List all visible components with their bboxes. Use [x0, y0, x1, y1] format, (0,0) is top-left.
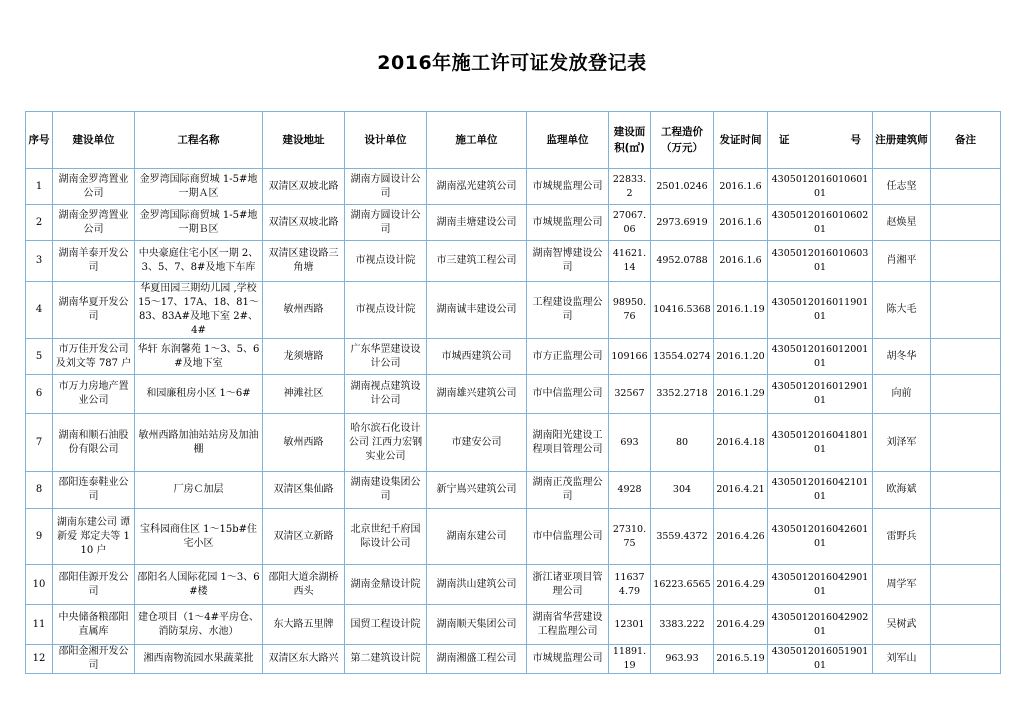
cell-cost: 80 [651, 414, 714, 472]
cell-contractor: 湖南洪山建筑公司 [427, 565, 527, 605]
cell-seq: 1 [26, 169, 53, 205]
table-row [26, 414, 1001, 472]
cell-architect: 向前 [873, 375, 931, 414]
table-header-row [26, 112, 1001, 169]
cell-contractor: 湖南顺天集团公司 [427, 605, 527, 645]
cell-date: 2016.1.20 [714, 339, 768, 375]
cell-builder: 湖南华夏开发公司 [53, 282, 135, 339]
cell-supervisor: 湖南阳光建设工程项目管理公司 [527, 414, 609, 472]
cell-architect: 陈大毛 [873, 282, 931, 339]
cell-architect: 欧海斌 [873, 472, 931, 509]
cell-cost: 2973.6919 [651, 205, 714, 241]
cell-cert: 430501201601290101 [768, 375, 873, 414]
table-row [26, 509, 1001, 565]
cell-seq: 6 [26, 375, 53, 414]
cell-builder: 邵阳佳源开发公司 [53, 565, 135, 605]
cell-project: 华轩 东润馨苑 1～3、5、6#及地下室 [135, 339, 263, 375]
cell-seq: 4 [26, 282, 53, 339]
cell-note [931, 241, 1001, 282]
table-row [26, 605, 1001, 645]
cell-project: 湘西南物流园水果蔬菜批 [135, 645, 263, 674]
cell-seq: 5 [26, 339, 53, 375]
cell-builder: 邵阳金湘开发公司 [53, 645, 135, 674]
cell-note [931, 169, 1001, 205]
header-cert-left: 证 [779, 134, 790, 146]
cell-contractor: 湖南诚丰建设公司 [427, 282, 527, 339]
cell-builder: 湖南羊泰开发公司 [53, 241, 135, 282]
cell-architect: 赵焕星 [873, 205, 931, 241]
cell-note [931, 375, 1001, 414]
cell-supervisor: 市中信监理公司 [527, 375, 609, 414]
cell-architect: 吴树武 [873, 605, 931, 645]
cell-contractor: 湖南雄兴建筑公司 [427, 375, 527, 414]
cell-designer: 湖南方圆设计公司 [345, 169, 427, 205]
cell-seq: 10 [26, 565, 53, 605]
cell-seq: 8 [26, 472, 53, 509]
cell-contractor: 湖南湘盛工程公司 [427, 645, 527, 674]
cell-note [931, 205, 1001, 241]
cell-address: 双清区双坡北路 [263, 169, 345, 205]
cell-date: 2016.5.19 [714, 645, 768, 674]
header-address: 建设地址 [263, 112, 345, 169]
cell-date: 2016.4.26 [714, 509, 768, 565]
cell-note [931, 414, 1001, 472]
header-supervisor: 监理单位 [527, 112, 609, 169]
table-row [26, 339, 1001, 375]
cell-project: 厂房Ｃ加层 [135, 472, 263, 509]
header-seq: 序号 [26, 112, 53, 169]
cell-cost: 3352.2718 [651, 375, 714, 414]
cell-cert: 430501201604260101 [768, 509, 873, 565]
cell-date: 2016.4.18 [714, 414, 768, 472]
cell-cert: 430501201604290101 [768, 565, 873, 605]
cell-date: 2016.1.29 [714, 375, 768, 414]
cell-designer: 北京世纪千府国际设计公司 [345, 509, 427, 565]
cell-supervisor: 市城规监理公司 [527, 645, 609, 674]
cell-architect: 胡冬华 [873, 339, 931, 375]
table-row [26, 169, 1001, 205]
cell-architect: 刘泽军 [873, 414, 931, 472]
cell-cert: 430501201601060301 [768, 241, 873, 282]
cell-area: 98950.76 [609, 282, 651, 339]
cell-address: 神滩社区 [263, 375, 345, 414]
cell-project: 金罗湾国际商贸城 1-5#地一期Ａ区 [135, 169, 263, 205]
table-row [26, 282, 1001, 339]
cell-project: 和园廉租房小区 1～6# [135, 375, 263, 414]
cell-date: 2016.1.6 [714, 169, 768, 205]
cell-address: 双清区建设路三角塘 [263, 241, 345, 282]
cell-builder: 邵阳连泰鞋业公司 [53, 472, 135, 509]
cell-project: 中央豪庭住宅小区一期 2、3、5、7、8#及地下车库 [135, 241, 263, 282]
cell-cert: 430501201604210101 [768, 472, 873, 509]
cell-designer: 市视点设计院 [345, 282, 427, 339]
cell-address: 敏州西路 [263, 414, 345, 472]
cell-date: 2016.4.21 [714, 472, 768, 509]
cell-area: 4928 [609, 472, 651, 509]
cell-seq: 9 [26, 509, 53, 565]
cell-contractor: 市城西建筑公司 [427, 339, 527, 375]
cell-cert: 430501201601060201 [768, 205, 873, 241]
cell-cert: 430501201604290201 [768, 605, 873, 645]
header-cert [768, 112, 873, 169]
cell-address: 双清区双坡北路 [263, 205, 345, 241]
cell-project: 金罗湾国际商贸城 1-5#地一期Ｂ区 [135, 205, 263, 241]
header-project: 工程名称 [135, 112, 263, 169]
header-date: 发证时间 [714, 112, 768, 169]
cell-project: 邵阳名人国际花园 1～3、6#楼 [135, 565, 263, 605]
cell-architect: 肖湘平 [873, 241, 931, 282]
header-note: 备注 [931, 112, 1001, 169]
cell-designer: 广东华罡建设设计公司 [345, 339, 427, 375]
cell-designer: 湖南建设集团公司 [345, 472, 427, 509]
table-row [26, 472, 1001, 509]
cell-area: 41621.14 [609, 241, 651, 282]
cell-seq: 12 [26, 645, 53, 674]
cell-supervisor: 浙江诸亚项目管理公司 [527, 565, 609, 605]
cell-date: 2016.4.29 [714, 565, 768, 605]
cell-note [931, 472, 1001, 509]
table-row [26, 375, 1001, 414]
cell-address: 双清区集仙路 [263, 472, 345, 509]
cell-area: 11891.19 [609, 645, 651, 674]
cell-designer: 湖南方圆设计公司 [345, 205, 427, 241]
cell-project: 华夏田园三期幼儿园 ,学校 15～17、17A、18、81～83、83A#及地下室 2#、4# [135, 282, 263, 339]
cell-architect: 周学军 [873, 565, 931, 605]
cell-supervisor: 工程建设监理公司 [527, 282, 609, 339]
cell-project: 建仓项目（1～4#平房仓、消防泵房、水池） [135, 605, 263, 645]
cell-cost: 10416.5368 [651, 282, 714, 339]
cell-seq: 2 [26, 205, 53, 241]
cell-builder: 市万力房地产置业公司 [53, 375, 135, 414]
cell-designer: 第二建筑设计院 [345, 645, 427, 674]
cell-seq: 3 [26, 241, 53, 282]
table-row [26, 645, 1001, 674]
cell-architect: 刘军山 [873, 645, 931, 674]
cell-designer: 湖南视点建筑设计公司 [345, 375, 427, 414]
cell-supervisor: 湖南正茂监理公司 [527, 472, 609, 509]
header-cost: 工程造价（万元） [651, 112, 714, 169]
cell-area: 116374.79 [609, 565, 651, 605]
header-cert-right: 号 [850, 134, 861, 146]
cell-contractor: 市三建筑工程公司 [427, 241, 527, 282]
cell-supervisor: 市城规监理公司 [527, 169, 609, 205]
cell-note [931, 282, 1001, 339]
cell-address: 敏州西路 [263, 282, 345, 339]
cell-seq: 11 [26, 605, 53, 645]
cell-cost: 13554.0274 [651, 339, 714, 375]
cell-builder: 湖南东建公司 谭新爱 郑定夫等 110 户 [53, 509, 135, 565]
cell-address: 东大路五里牌 [263, 605, 345, 645]
cell-contractor: 湖南东建公司 [427, 509, 527, 565]
cell-note [931, 645, 1001, 674]
cell-area: 109166 [609, 339, 651, 375]
page-title: 2016年施工许可证发放登记表 [377, 52, 647, 74]
cell-area: 27067.06 [609, 205, 651, 241]
cell-note [931, 509, 1001, 565]
cell-supervisor: 市中信监理公司 [527, 509, 609, 565]
cell-date: 2016.1.6 [714, 205, 768, 241]
cell-cert: 430501201601200101 [768, 339, 873, 375]
cell-builder: 中央储备粮邵阳直属库 [53, 605, 135, 645]
cell-address: 邵阳大道余湖桥西头 [263, 565, 345, 605]
cell-contractor: 湖南圭塘建设公司 [427, 205, 527, 241]
cell-date: 2016.1.19 [714, 282, 768, 339]
header-architect: 注册建筑师 [873, 112, 931, 169]
cell-designer: 哈尔滨石化设计公司 江西力宏钢实业公司 [345, 414, 427, 472]
cell-note [931, 605, 1001, 645]
cell-note [931, 565, 1001, 605]
cell-project: 宝科园商住区 1～15b#住宅小区 [135, 509, 263, 565]
table-row [26, 205, 1001, 241]
cell-seq: 7 [26, 414, 53, 472]
header-builder: 建设单位 [53, 112, 135, 169]
cell-address: 龙须塘路 [263, 339, 345, 375]
cell-designer: 湖南金鼎设计院 [345, 565, 427, 605]
cell-cert: 430501201601060101 [768, 169, 873, 205]
cell-architect: 雷野兵 [873, 509, 931, 565]
cell-contractor: 湖南泓光建筑公司 [427, 169, 527, 205]
cell-supervisor: 湖南智博建设公司 [527, 241, 609, 282]
cell-area: 693 [609, 414, 651, 472]
header-contractor: 施工单位 [427, 112, 527, 169]
cell-date: 2016.1.6 [714, 241, 768, 282]
cell-cost: 3559.4372 [651, 509, 714, 565]
cell-area: 22833.2 [609, 169, 651, 205]
cell-builder: 湖南金罗湾置业公司 [53, 205, 135, 241]
cell-date: 2016.4.29 [714, 605, 768, 645]
header-designer: 设计单位 [345, 112, 427, 169]
cell-cost: 16223.6565 [651, 565, 714, 605]
cell-project: 敏州西路加油站站房及加油棚 [135, 414, 263, 472]
cell-address: 双清区东大路兴 [263, 645, 345, 674]
permit-register-table [25, 111, 1001, 674]
cell-cert: 430501201605190101 [768, 645, 873, 674]
table-row [26, 241, 1001, 282]
cell-cert: 430501201604180101 [768, 414, 873, 472]
header-area: 建设面积(㎡) [609, 112, 651, 169]
cell-cost: 2501.0246 [651, 169, 714, 205]
cell-supervisor: 湖南省华营建设工程监理公司 [527, 605, 609, 645]
cell-area: 27310.75 [609, 509, 651, 565]
cell-cert: 430501201601190101 [768, 282, 873, 339]
table-row [26, 565, 1001, 605]
cell-cost: 963.93 [651, 645, 714, 674]
cell-area: 12301 [609, 605, 651, 645]
cell-area: 32567 [609, 375, 651, 414]
cell-contractor: 市建安公司 [427, 414, 527, 472]
cell-address: 双清区立新路 [263, 509, 345, 565]
cell-designer: 市视点设计院 [345, 241, 427, 282]
cell-builder: 市万佳开发公司及刘文等 787 户 [53, 339, 135, 375]
cell-cost: 304 [651, 472, 714, 509]
cell-builder: 湖南和顺石油股份有限公司 [53, 414, 135, 472]
cell-architect: 任志坚 [873, 169, 931, 205]
cell-cost: 4952.0788 [651, 241, 714, 282]
cell-builder: 湖南金罗湾置业公司 [53, 169, 135, 205]
cell-cost: 3383.222 [651, 605, 714, 645]
cell-supervisor: 市方正监理公司 [527, 339, 609, 375]
cell-supervisor: 市城规监理公司 [527, 205, 609, 241]
cell-contractor: 新宁嶌兴建筑公司 [427, 472, 527, 509]
cell-note [931, 339, 1001, 375]
cell-designer: 国贸工程设计院 [345, 605, 427, 645]
